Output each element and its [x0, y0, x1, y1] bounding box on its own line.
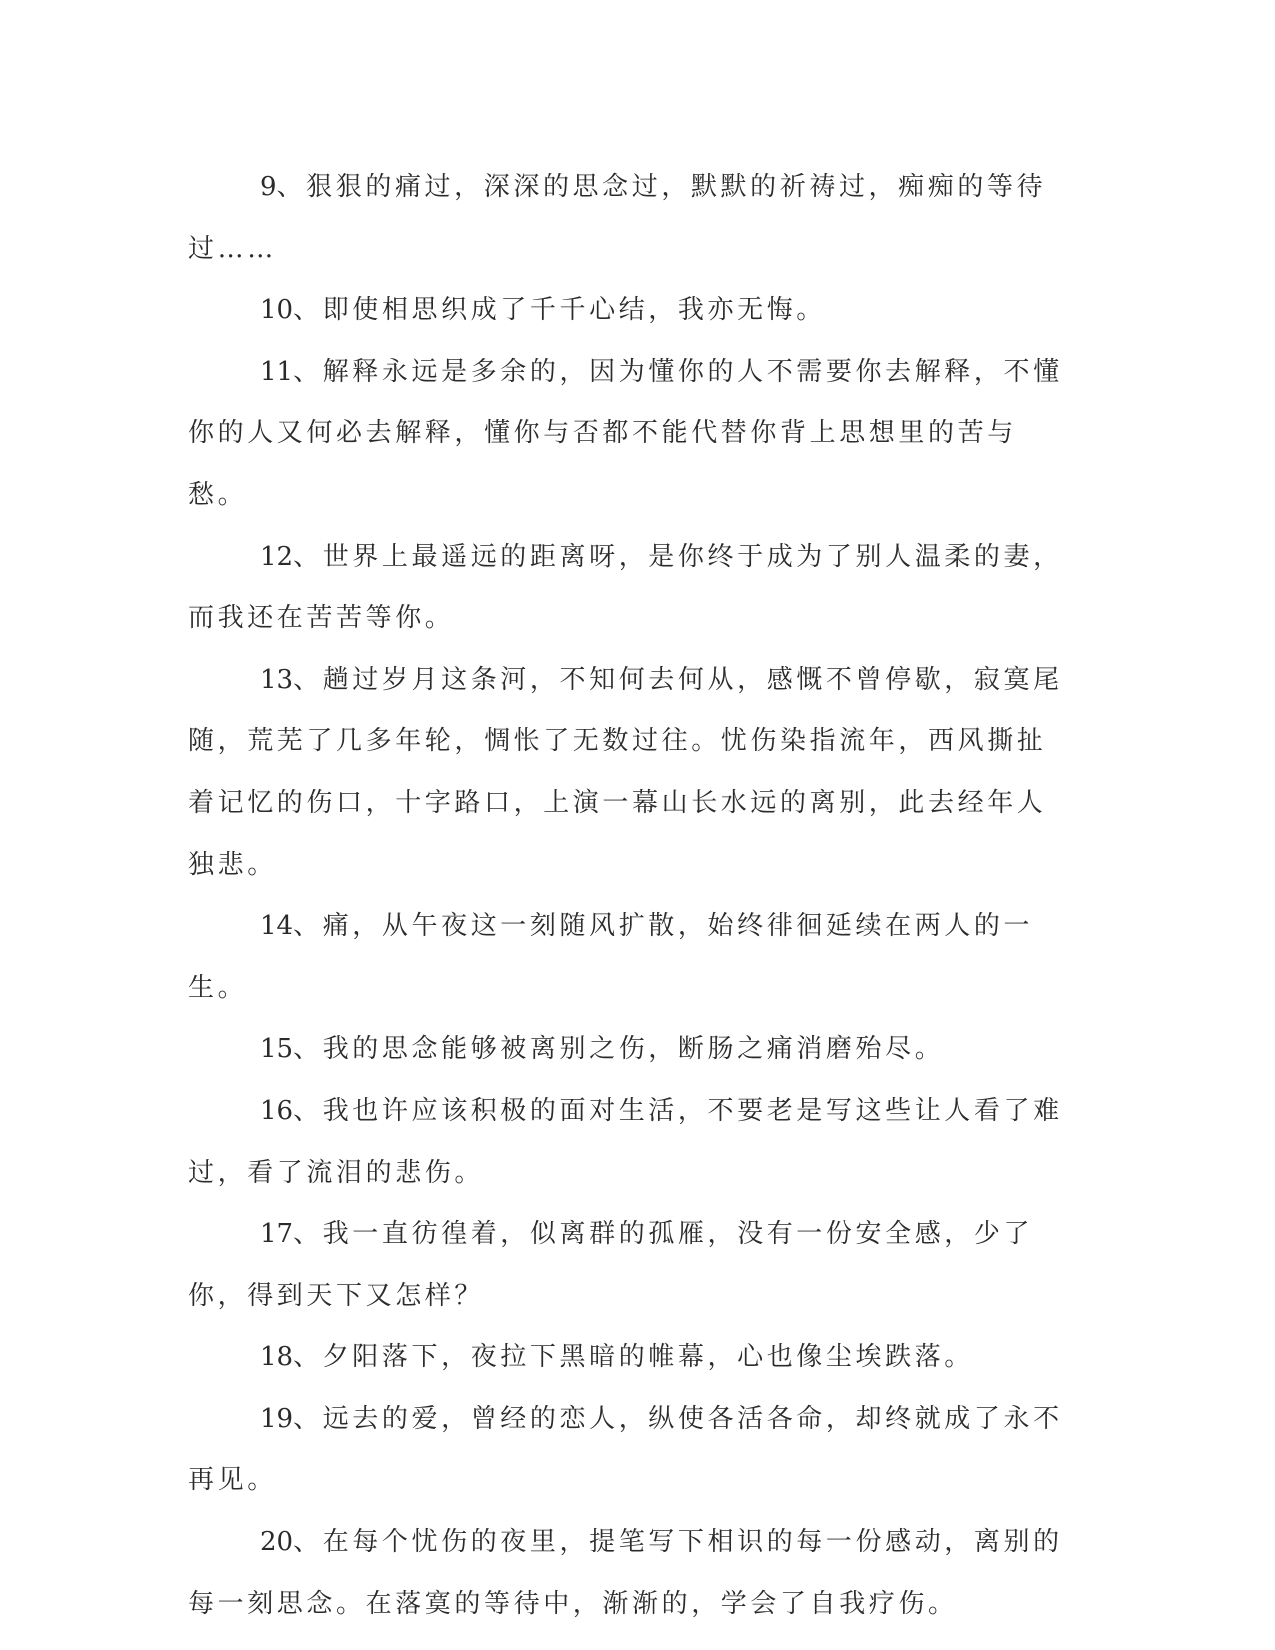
paragraph-18	[188, 1327, 1066, 1389]
paragraph-number: 13	[260, 664, 294, 695]
paragraph-text: 、即使相思织成了千千心结，我亦无悔。	[293, 295, 826, 326]
paragraph-number: 15	[260, 1034, 294, 1065]
paragraph-text: 、痛，从午夜这一刻随风扩散，始终徘徊延续在两人的一生。	[188, 911, 1034, 1003]
paragraph-number: 9	[260, 172, 277, 202]
paragraph-number: 17	[260, 1219, 294, 1250]
paragraph-number: 18	[260, 1342, 294, 1373]
paragraph-text: 、解释永远是多余的，因为懂你的人不需要你去解释，不懂你的人又何必去解释，懂你与否都不能代替你背上思想里的苦与愁。	[188, 356, 1063, 510]
paragraph-14	[188, 896, 1066, 1019]
paragraph-number: 14	[260, 911, 294, 942]
paragraph-text: 、趟过岁月这条河，不知何去何从，感慨不曾停歇，寂寞尾随，荒芜了几多年轮，惆怅了无数过往。忧伤染指流年，西风撕扯着记忆的伤口，十字路口，上演一幕山长水远的离别，此去经年人独悲。	[188, 664, 1063, 880]
paragraph-text: 、在每个忧伤的夜里，提笔写下相识的每一份感动，离别的每一刻思念。在落寞的等待中，渐渐的，学会了自我疗伤。	[188, 1527, 1063, 1619]
paragraph-11	[188, 342, 1066, 527]
paragraph-15	[188, 1019, 1066, 1081]
paragraph-16	[188, 1081, 1066, 1204]
paragraph-number: 16	[260, 1095, 294, 1126]
paragraph-17	[188, 1204, 1066, 1327]
paragraph-number: 11	[260, 356, 294, 387]
paragraph-text: 、我的思念能够被离别之伤，断肠之痛消磨殆尽。	[293, 1034, 945, 1065]
paragraph-number: 10	[260, 295, 294, 326]
paragraph-text: 、我也许应该积极的面对生活，不要老是写这些让人看了难过，看了流泪的悲伤。	[188, 1095, 1063, 1188]
paragraph-19	[188, 1389, 1066, 1512]
paragraph-text: 、夕阳落下，夜拉下黑暗的帷幕，心也像尘埃跌落。	[293, 1342, 974, 1373]
document-body	[188, 157, 1066, 1635]
paragraph-number: 19	[260, 1403, 294, 1434]
paragraph-text: 、狠狠的痛过，深深的思念过，默默的祈祷过，痴痴的等待过……	[188, 172, 1047, 264]
paragraph-text: 、世界上最遥远的距离呀，是你终于成为了别人温柔的妻，而我还在苦苦等你。	[188, 541, 1063, 634]
paragraph-13	[188, 650, 1066, 896]
paragraph-10	[188, 280, 1066, 342]
paragraph-12	[188, 527, 1066, 650]
paragraph-9	[188, 157, 1066, 280]
paragraph-text: 、我一直彷徨着，似离群的孤雁，没有一份安全感，少了你，得到天下又怎样？	[188, 1219, 1034, 1311]
paragraph-number: 20	[260, 1527, 294, 1558]
paragraph-number: 12	[260, 541, 294, 572]
paragraph-text: 、远去的爱，曾经的恋人，纵使各活各命，却终就成了永不再见。	[188, 1403, 1063, 1496]
paragraph-20	[188, 1512, 1066, 1635]
